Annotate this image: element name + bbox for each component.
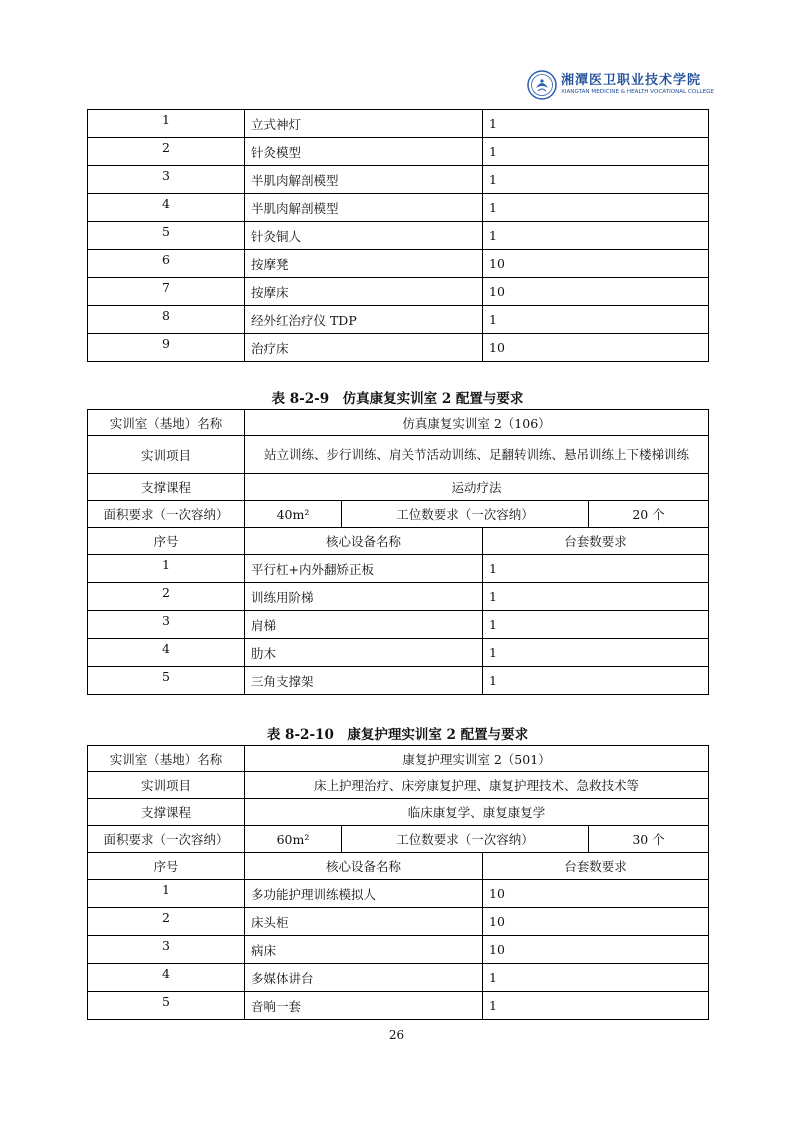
table-row bbox=[88, 880, 709, 908]
equipment-name: 音响一套 bbox=[245, 992, 483, 1020]
equipment-name: 半肌肉解剖模型 bbox=[245, 166, 483, 194]
col-header-name: 核心设备名称 bbox=[245, 853, 483, 880]
equipment-name: 针灸铜人 bbox=[245, 222, 483, 250]
row-number: 8 bbox=[88, 306, 245, 334]
equipment-name: 经外红治疗仪 TDP bbox=[245, 306, 483, 334]
station-label: 工位数要求（一次容纳） bbox=[342, 501, 589, 528]
row-number: 2 bbox=[88, 138, 245, 166]
equipment-qty: 10 bbox=[483, 250, 709, 278]
room-value: 仿真康复实训室 2（106） bbox=[245, 410, 709, 436]
row-number: 3 bbox=[88, 166, 245, 194]
row-number: 5 bbox=[88, 667, 245, 695]
equipment-qty: 1 bbox=[483, 639, 709, 667]
station-label: 工位数要求（一次容纳） bbox=[342, 826, 589, 853]
row-number: 4 bbox=[88, 194, 245, 222]
area-value: 60m² bbox=[245, 826, 342, 853]
table-row bbox=[88, 222, 709, 250]
equipment-qty: 1 bbox=[483, 306, 709, 334]
equipment-name: 平行杠+内外翻矫正板 bbox=[245, 555, 483, 583]
row-number: 7 bbox=[88, 278, 245, 306]
equipment-name: 肋木 bbox=[245, 639, 483, 667]
equipment-name: 半肌肉解剖模型 bbox=[245, 194, 483, 222]
equipment-qty: 1 bbox=[483, 166, 709, 194]
equipment-name: 针灸模型 bbox=[245, 138, 483, 166]
table-8-2-9 bbox=[87, 409, 709, 695]
table-row bbox=[88, 583, 709, 611]
table-row bbox=[88, 194, 709, 222]
row-number: 4 bbox=[88, 964, 245, 992]
table-row bbox=[88, 555, 709, 583]
area-value: 40m² bbox=[245, 501, 342, 528]
equipment-name: 治疗床 bbox=[245, 334, 483, 362]
table-8-2-9-caption: 表 8-2-9 仿真康复实训室 2 配置与要求 bbox=[271, 391, 524, 407]
row-number: 3 bbox=[88, 936, 245, 964]
row-number: 5 bbox=[88, 222, 245, 250]
course-label: 支撑课程 bbox=[88, 474, 245, 501]
college-emblem-icon bbox=[527, 70, 557, 100]
table-row bbox=[88, 278, 709, 306]
equipment-qty: 1 bbox=[483, 110, 709, 138]
col-header-qty: 台套数要求 bbox=[483, 528, 709, 555]
project-value: 站立训练、步行训练、肩关节活动训练、足翻转训练、悬吊训练上下楼梯训练 bbox=[245, 436, 709, 474]
table-row bbox=[88, 667, 709, 695]
table-row bbox=[88, 992, 709, 1020]
equipment-table-continued bbox=[87, 109, 709, 362]
table-row bbox=[88, 908, 709, 936]
col-header-name: 核心设备名称 bbox=[245, 528, 483, 555]
equipment-qty: 10 bbox=[483, 334, 709, 362]
project-label: 实训项目 bbox=[88, 772, 245, 799]
equipment-name: 多媒体讲台 bbox=[245, 964, 483, 992]
row-number: 3 bbox=[88, 611, 245, 639]
equipment-qty: 10 bbox=[483, 278, 709, 306]
course-value: 运动疗法 bbox=[245, 474, 709, 501]
equipment-qty: 1 bbox=[483, 194, 709, 222]
row-number: 1 bbox=[88, 110, 245, 138]
row-number: 1 bbox=[88, 880, 245, 908]
equipment-name: 三角支撑架 bbox=[245, 667, 483, 695]
equipment-qty: 1 bbox=[483, 667, 709, 695]
project-label: 实训项目 bbox=[88, 436, 245, 474]
equipment-qty: 1 bbox=[483, 992, 709, 1020]
equipment-qty: 1 bbox=[483, 222, 709, 250]
table-8-2-10 bbox=[87, 745, 709, 1020]
equipment-name: 肩梯 bbox=[245, 611, 483, 639]
table-row bbox=[88, 110, 709, 138]
row-number: 1 bbox=[88, 555, 245, 583]
equipment-qty: 1 bbox=[483, 138, 709, 166]
table-row bbox=[88, 250, 709, 278]
equipment-qty: 10 bbox=[483, 936, 709, 964]
station-value: 30 个 bbox=[589, 826, 709, 853]
row-number: 2 bbox=[88, 583, 245, 611]
equipment-qty: 1 bbox=[483, 555, 709, 583]
table-8-2-10-caption: 表 8-2-10 康复护理实训室 2 配置与要求 bbox=[266, 727, 529, 743]
table-row bbox=[88, 166, 709, 194]
equipment-qty: 1 bbox=[483, 611, 709, 639]
equipment-name: 多功能护理训练模拟人 bbox=[245, 880, 483, 908]
room-value: 康复护理实训室 2（501） bbox=[245, 746, 709, 772]
area-label: 面积要求（一次容纳） bbox=[88, 501, 245, 528]
equipment-name: 训练用阶梯 bbox=[245, 583, 483, 611]
equipment-name: 立式神灯 bbox=[245, 110, 483, 138]
row-number: 9 bbox=[88, 334, 245, 362]
equipment-qty: 1 bbox=[483, 583, 709, 611]
row-number: 4 bbox=[88, 639, 245, 667]
equipment-name: 按摩凳 bbox=[245, 250, 483, 278]
equipment-qty: 1 bbox=[483, 964, 709, 992]
college-name-cn: 湘潭医卫职业技术学院 bbox=[561, 73, 702, 89]
equipment-name: 床头柜 bbox=[245, 908, 483, 936]
room-label: 实训室（基地）名称 bbox=[88, 410, 245, 436]
project-value: 床上护理治疗、床旁康复护理、康复护理技术、急救技术等 bbox=[245, 772, 709, 799]
row-number: 6 bbox=[88, 250, 245, 278]
course-label: 支撑课程 bbox=[88, 799, 245, 826]
row-number: 2 bbox=[88, 908, 245, 936]
college-logo bbox=[527, 66, 714, 104]
table-row bbox=[88, 964, 709, 992]
equipment-name: 病床 bbox=[245, 936, 483, 964]
area-label: 面积要求（一次容纳） bbox=[88, 826, 245, 853]
table-row bbox=[88, 306, 709, 334]
college-name-en: XIANGTAN MEDICINE & HEALTH VOCATIONAL COLLEGE bbox=[561, 89, 714, 96]
table-row bbox=[88, 334, 709, 362]
equipment-qty: 10 bbox=[483, 908, 709, 936]
station-value: 20 个 bbox=[589, 501, 709, 528]
room-label: 实训室（基地）名称 bbox=[88, 746, 245, 772]
table-row bbox=[88, 936, 709, 964]
table-row bbox=[88, 639, 709, 667]
course-value: 临床康复学、康复康复学 bbox=[245, 799, 709, 826]
table-row bbox=[88, 138, 709, 166]
row-number: 5 bbox=[88, 992, 245, 1020]
col-header-qty: 台套数要求 bbox=[483, 853, 709, 880]
col-header-no: 序号 bbox=[88, 853, 245, 880]
page-number: 26 bbox=[388, 1028, 405, 1042]
col-header-no: 序号 bbox=[88, 528, 245, 555]
equipment-qty: 10 bbox=[483, 880, 709, 908]
table-row bbox=[88, 611, 709, 639]
equipment-name: 按摩床 bbox=[245, 278, 483, 306]
